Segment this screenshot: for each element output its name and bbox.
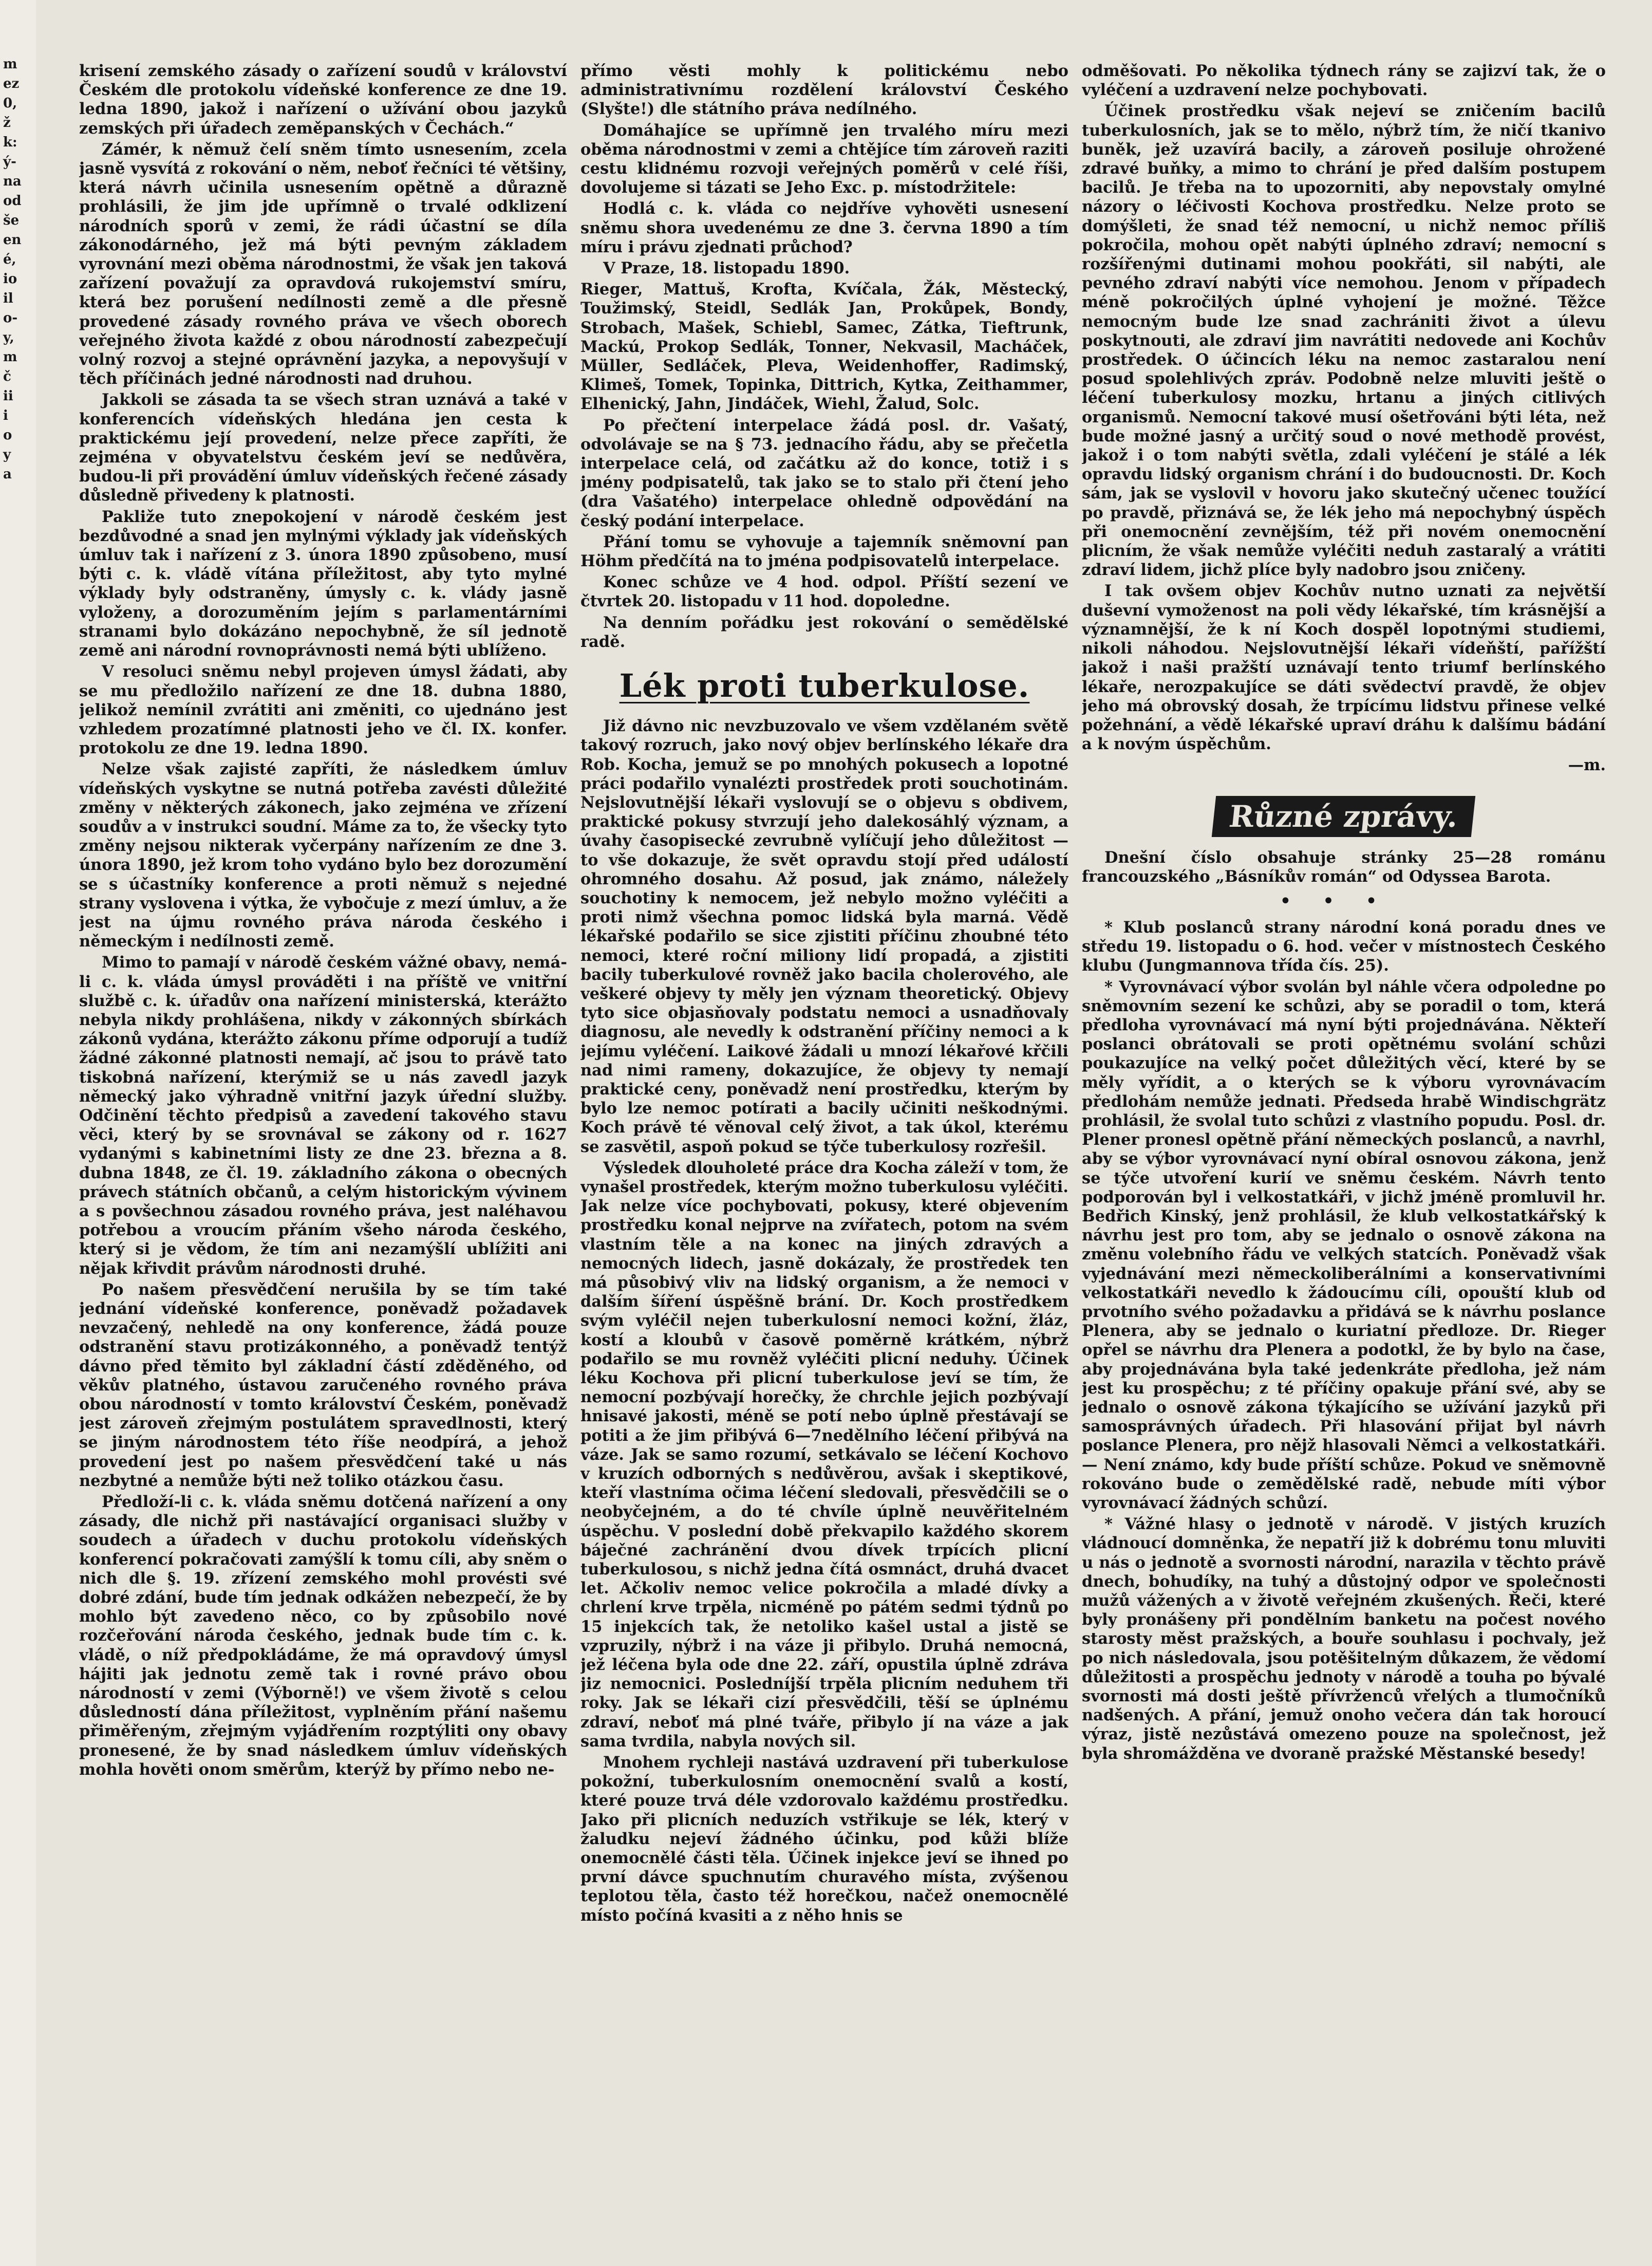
margin-fragment: m (3, 349, 17, 365)
margin-fragment: il (3, 291, 13, 306)
article-paragraph: odměšovati. Po několika týdnech rány se zajizví tak, že o vyléčení a uzdravení nelze pochybovati. (1082, 62, 1606, 100)
paragraph: Domáhajíce se upřímně jen trvalého míru mezi oběma národnostmi v zemi a chtějíce tím zároveň raziti cestu klidnému rozvoji veřejných poměrů v celé říši, dovolujeme si tázati se Jeho Exc. p. místodržitele: (580, 121, 1068, 197)
margin-fragment: io (3, 271, 17, 287)
article-headline: Lék proti tuberkulose. (619, 667, 1030, 705)
article-signature: —m. (1568, 756, 1606, 775)
paragraph: Nelze však zajisté zapříti, že následkem úmluv vídeňských vyskytne se nutná potřeba zavésti důležité změny v některých zákonech, jako zejména ve zřízení soudův a v instrukci soudní. Máme za to, že všecky tyto změny nejsou nikterak vyčerpány nařízením ze dne 3. února 1890, jež krom toho vydáno bylo bez dorozumění se s účastníky konference a proti němuž s nejedné strany vyslovena i výtka, že vybočuje z mezí úmluv, a že jest na újmu rovného práva národa českého i německým i nedílnosti země. (79, 760, 567, 951)
margin-fragment: a (3, 467, 12, 482)
newspaper-page (36, 0, 1652, 2266)
margin-fragment: m (3, 57, 17, 72)
margin-fragment: é, (3, 252, 16, 267)
paragraph: Předloží-li c. k. vláda sněmu dotčená nařízení a ony zásady, dle nichž při nastávající organisaci služby v soudech a úřadech v duchu protokolu vídeňských konferencí pokračovati zamýšlí k tomu cíli, aby sněm o nich dle §. 19. zřízení zemského mohl provésti své dobré zdání, bude tím jednak odkážen nebezpečí, že by mohlo být zavedeno něco, co by způsobilo nové rozčeřování národa českého, jednak bude tím c. k. vládě, o níž předpokládáme, že má opravdový úmysl hájiti jak jednotu země tak i rovné právo obou národností v zemi (Výborně!) ve všem životě s celou důsledností dána příležitost, vyplněním přání našemu přiměřeným, zřejmým vyjádřením rozptýliti ony obavy pronesené, že by snad následkem úmluv vídeňských mohla hověti onom směrům, kterýž by přímo nebo ne- (79, 1493, 567, 1779)
column-1 (79, 62, 567, 1781)
paragraph: V resoluci sněmu nebyl projeven úmysl žádati, aby se mu předložilo nařízení ze dne 18. dubna 1880, jelikož nemínil zvrátiti ani změniti, co ujednáno jest vzhledem prozatímné platnosti jeho ve čl. IX. konfer. protokolu ze dne 19. ledna 1890. (79, 662, 567, 758)
paragraph: Pakliže tuto znepokojení v národě českém jest bezdůvodné a snad jen mylnými výklady jak vídeňských úmluv tak i nařízení z 3. února 1890 způsobeno, musí býti c. k. vládě vítána příležitost, aby tyto mylné výklady byly odstraněny, úmysly c. k. vlády jasně vyloženy, a dorozuměním jejím s parlamentárními stranami bylo dokázáno nepochybně, že síl jednotě země ani národní rovnoprávnosti nemá býti ublíženo. (79, 507, 567, 660)
paragraph: Konec schůze ve 4 hod. odpol. Příští sezení ve čtvrtek 20. listopadu v 11 hod. dopoledne. (580, 573, 1068, 611)
margin-fragment: ž (3, 115, 11, 131)
issue-notice: Dnešní číslo obsahuje stránky 25—28 románu francouzského „Básníkův román“ od Odyssea Barota. (1082, 848, 1606, 886)
margin-fragment: y (3, 447, 11, 462)
signatories: Rieger, Mattuš, Krofta, Kvíčala, Žák, Městecký, Toužimský, Steidl, Sedlák Jan, Prokůpek, Bondy, Strobach, Mašek, Schiebl, Samec, Zátka, Tieftrunk, Mackú, Prokop Sedlák, Tonner, Nekvasil, Macháček, Müller, Sedláček, Pleva, Weidenhoffer, Radimský, Klimeš, Tomek, Topinka, Dittrich, Kytka, Zeithammer, Elhenický, Jahn, Jindáček, Wiehl, Žalud, Solc. (580, 280, 1068, 414)
paragraph: přímo věsti mohly k politickému nebo administrativnímu rozdělení království Českého (Slyšte!) dle státního práva nedílného. (580, 62, 1068, 119)
interpelation-question: Hodlá c. k. vláda co nejdříve vyhověti usnesení sněmu shora uvedenému ze dne 3. června 1890 a tím míru i právu zjednati průchod? (580, 199, 1068, 256)
paragraph: krisení zemského zásady o zařízení soudů v království Českém dle protokolu vídeňské konference ze dne 19. ledna 1890, jakož i nařízení o užívání obou jazyků zemských při úřadech zeměpanských v Čechách.“ (79, 62, 567, 138)
article-paragraph: Mnohem rychleji nastává uzdravení při tuberkulose pokožní, tuberkulosním onemocnění svalů a kostí, které pouze trvá déle vzdorovalo každému prostředku. Jako při plicních neduzích vstřikuje se lék, který v žaludku nejeví žádného účinku, pod kůži blíže onemocnělé části těla. Účinek injekce jeví se ihned po první dávce spuchnutím churavého místa, zvýšenou teplotou těla, často též horečkou, načež onemocnělé místo počíná kvasiti a z něho hnis se (580, 1753, 1068, 1925)
margin-fragment: ii (3, 388, 13, 404)
margin-fragment: 0, (3, 96, 17, 111)
rubric-title: Různé zprávy. (1212, 796, 1476, 837)
article-paragraph: Účinek prostředku však nejeví se zničením bacilů tuberkulosních, jak se to mělo, nýbrž tím, že ničí tkanivo buněk, jež uzavírá bacily, a zároveň posiluje ohrožené zdravé buňky, a mimo to chrání je před dalším postupem bacilů. Je třeba na to upozorniti, aby nepovstaly omylné názory o léčivosti Kochova prostředku. Nelze proto se domýšleti, že snad též nemocní, u nichž nemoc příliš pokročila, mohou opět nabýti úplného zdraví; nemocní s rozšířenými dutinami mohou pookřáti, sil nabýti, ale pevného zdraví nabýti více nemohou. Jenom v případech méně pokročilých úplné vyhojení je možné. Těžce nemocným bude lze snad zachrániti život a úlevu poskytnouti, ale zdraví jim navrátiti nedovede ani Kochův prostředek. O účincích léku na nemoc zastaralou není posud spolehlivých zpráv. Podobně nelze mluviti ještě o léčení tuberkulosy mozku, hrtanu a jiných citlivých organismů. Nemocní takové musí ošetřováni býti léta, než bude možné jasný a určitý soud o nové methodě provést, jakož i o tom nabýti světla, zdali vyléčení je stálé a lék opravdu lidský organism chrání i do budoucnosti. Dr. Koch sám, jak se vyslovil v hovoru jako skutečný učenec toužící po pravdě, přiznává se, že lék jeho má nepochybný úspěch při onemocnění zevnějším, též při novém onemocnění plicním, že však nemůže vyléčiti neduh zastaralý a vrátiti zdraví lidem, jichž plíce byly nadobro jsou zničeny. (1082, 102, 1606, 580)
margin-fragment: i (3, 408, 8, 423)
article-paragraph: Již dávno nic nevzbuzovalo ve všem vzdělaném světě takový rozruch, jako nový objev berlínského lékaře dra Rob. Kocha, jemuž se po mnohých pokusech a lopotné práci podařilo vynalézti prostředek proti souchotinám. Nejslovutnější lékaři vyslovují se o objevu s obdivem, praktické pokusy stvrzují jeho dalekosáhlý význam, a úvahy časopisecké zevrubně vylíčují jeho důležitost — to vše dokazuje, že svět opravdu stojí před událostí ohromného dosahu. Až posud, jak známo, náležely souchotiny k nemocem, jež nebylo možno vyléčiti a proti nimž všechna pomoc lidská byla marná. Vědě lékařské podařilo se sice zjistiti příčinu zhoubné této nemoci, které roční miliony lidí propadá, a zjistiti bacily tuberkulové rovněž jako bacila cholerového, ale veškeré objevy ty měly jen význam theoretický. Objevy tyto sice objasňovaly podstatu nemoci a usnadňovaly diagnosu, ale nevedly k odstranění příčiny nemoci a k jejímu vyléčení. Laikové žádali u mnozí lékařové křčili nad nimi rameny, dokazujíce, že objevy ty nemají praktické ceny, poněvadž není prostředku, kterým by bylo lze nemoc potírati a bacily učiniti neškodnými. Koch právě té věnoval celý život, a tak úkol, kterému se zasvětil, aspoň pokud se týče tuberkulosy rozřešil. (580, 717, 1068, 1156)
section-rubric (1082, 796, 1606, 837)
paragraph: Mimo to pamají v národě českém vážné obavy, nemá-li c. k. vláda úmysl prováděti i na příště ve vnitřní službě c. k. úřadův ona nařízení ministerská, kterážto nebyla nikdy prohlášena, nikdy v zákonných sbírkách zákonů vydána, kterážto zákonu příme odporují a tudíž žádné zákonné platnosti nemají, ač jsou to právě tato tiskobná nařízení, kterýmiž se u nás zavedl jazyk německý jako výhradně vnitřní jazyk úřední služby. Odčinění těchto předpisů a zavedení takového stavu věci, který by se srovnával se zákony od r. 1627 vydanými s kabinetními listy ze dne 23. března a 8. dubna 1848, ze čl. 19. základního zákona o obecných právech státních občanů, a celým historickým vývinem a s povšechnou zásadou rovného práva, jest naléhavou potřebou a vroucím přáním všeho národa českého, který si je vědom, že tím ani nezamýšlí ublížiti ani nějak křivdit právům národnosti druhé. (79, 953, 567, 1278)
column-2 (580, 62, 1068, 1927)
margin-fragment: na (3, 174, 22, 189)
dateline: V Praze, 18. listopadu 1890. (603, 259, 850, 278)
news-item: * Vážné hlasy o jednotě v národě. V jistých kruzích vládnoucí domněnka, že nepatří již k dobrému tonu mluviti u nás o jednotě a svornosti národní, narazila v těchto právě dnech, bohudíky, na tuhý a důstojný odpor ve společnosti mužů vážených a v životě veřejném zkušených. Řeči, které byly pronášeny při pondělním banketu na počest nového starosty měst pražských, a bouře souhlasu i pochvaly, jež po nich následovala, jsou potěšitelným důkazem, že vědomí důležitosti a prospěchu jednoty v národě a touha po bývalé svornosti má dosti ještě přívrženců vřelých a tlumočníků nadšených. A přání, jemuž onoho večera dán tak horoucí výraz, jistě nezůstává omezeno pouze na společnost, jež byla shromážděna ve dvoraně pražské Městanské besedy! (1082, 1515, 1606, 1763)
margin-fragment: o- (3, 310, 18, 326)
paragraph: Jakkoli se zásada ta se všech stran uznává a také v konferencích vídeňských hledána jen cesta k praktickému její provedení, nelze přece zapříti, že zejména v obyvatelstvu českém jeví se nedůvěra, budou-li při provádění úmluv vídeňských řečené zásady důsledně přivedeny k platnosti. (79, 391, 567, 505)
previous-page-edge (0, 0, 36, 2266)
separator-dots: ••• (1279, 889, 1409, 913)
margin-fragment: od (3, 193, 22, 209)
margin-fragment: č (3, 369, 11, 384)
paragraph: Po našem přesvědčení nerušila by se tím také jednání vídeňské konference, poněvadž požadavek nevzačený, nehledě na ony konference, žádá pouze odstranění stavu protizákonného, a poněvadž tentýž dávno před těmito byl základní částí zděděného, od věkův platného, ústavou zaručeného rovného práva obou národností v tomto království Českém, poněvadž jest zároveň zřejmým postulátem spravedlnosti, který se jiným národnostem této říše neodpírá, a jehož provedení jest po našem přesvědčení také u nás nezbytné a nemůže býti než toliko otázkou času. (79, 1280, 567, 1490)
margin-fragment: en (3, 232, 22, 248)
news-item: * Vyrovnávací výbor svolán byl náhle včera odpoledne po sněmovním sezení ke schůzi, aby se poradil o tom, která předloha vyrovnávací má nyní býti projednávána. Někteří poslanci obrátovali se proti opětnému svolání schůzi poukazujíce na velký počet důležitých věcí, které by se měly vyřídit, a o kterých se k výboru vyrovnávacím předlohám nemůže jednati. Předseda hrabě Windischgrätz prohlásil, že svolal tuto schůzi z vlastního popudu. Posl. dr. Plener pronesl opětně přání německých poslanců, a navrhl, aby se výbor vyrovnávací nyní obíral osnovou zákona, jenž se týče utvoření kurií ve sněmu českém. Návrh tento podporován byl i velkostatkáři, v jichž jméně promluvil hr. Bedřich Kinský, jenž prohlásil, že klub velkostatkářský k návrhu jest pro tom, aby se jednalo o osnově zákona na změnu volebního řádu ve velkých statcích. Poněvadž však vyjednávání mezi německoliberálními a konservativními velkostatkáři nevedlo k žádoucímu cíli, opouští klub od prvotního svého požadavku a přidává se k návrhu poslance Plenera, aby se jednalo o kuriatní předloze. Dr. Rieger opřel se návrhu dra Plenera a podotkl, že by bylo na čase, aby projednávána byla také jedenkráte předloha, jež nám jest ku prospěchu; z té příčiny opakuje přání své, aby se jednalo o osnově zákona týkajícího se užívání jazyků při samosprávných úřadech. Při hlasování přijat byl návrh poslance Plenera, pro nějž hlasovali Němci a velkostatkáři. — Není známo, kdy bude příští schůze. Pokud ve sněmovně rokováno bude o zemědělské radě, nebude míti výbor vyrovnávací žádných schůzí. (1082, 977, 1606, 1513)
news-item: * Klub poslanců strany národní koná poradu dnes ve středu 19. listopadu o 6. hod. večer v místnostech Českého klubu (Jungmannova třída čís. 25). (1082, 918, 1606, 975)
margin-fragment: y, (3, 330, 14, 345)
column-3 (1082, 62, 1606, 1766)
paragraph: Zámér, k němuž čelí sněm tímto usnesením, zcela jasně vysvítá z rokování o něm, neboť řečníci té většiny, která návrh učinila usnesením opětně a důrazně prohlásili, že jim jde upřímně o trvalé odklizení národních sporů v zemi, že rádi účastní se díla zákonodárného, jež má býti pevným základem vyrovnání mezi oběma národnostmi, že však jen taková zařízení považují za opravdová rukojemství smíru, která bez porušení nedílnosti země a dle přesně provedené zásady rovného práva ve všech oborech veřejného života každé z obou národností zabezpečují volný rozvoj a stejné oprávnění jazyka, a nepovyšují v těch příčinách jedné národnosti nad druhou. (79, 140, 567, 388)
margin-fragment: ez (3, 76, 20, 91)
margin-fragment: k: (3, 135, 17, 150)
margin-fragment: ý- (3, 154, 16, 170)
article-paragraph: Výsledek dlouholeté práce dra Kocha záleží v tom, že vynašel prostředek, kterým možno tuberkulosu vyléčiti. Jak nelze více pochybovati, pokusy, které objevením prostředku konal nejprve na zvířatech, potom na svém vlastním těle a na konec na jiných zdravých a nemocných lidech, jasně dokázaly, že prostředek ten má působivý vliv na lidský organism, a že nemoci v dalším šíření úspěšně brání. Dr. Koch prostředkem svým vyléčil nejen tuberkulosní nemoci kožní, žláz, kostí a kloubů v časově poměrně krátkém, nýbrž podařilo se mu rovněž vyléčiti plicní neduhy. Účinek léku Kochova při plicní tuberkulose jeví se tím, že nemocní pozbývají horečky, že chrchle jejich pozbývají hnisavé jakosti, méně se potí nebo úplně přestávají se potiti a že jim přibývá 6—7nedělního léčení přibývá na váze. Jak se samo rozumí, setkávalo se léčení Kochovo v kruzích odborných s nedůvěrou, avšak i skeptikové, kteří vlastníma očima léčení sledovali, přesvědčili se o neobyčejném, a do té chvíle úplně neuvěřitelném úspěchu. V poslední době překvapilo každého skorem báječné zachránění dvou dívek trpících plicní tuberkulosou, s nichž jedna čítá osmnáct, druhá dvacet let. Ačkoliv nemoc velice pokročila a mladé dívky a chrlení krve trpěla, nicméně po pátém sedmi týdnů po 15 injekcích tak, že netoliko kašel ustal a jistě se vzpruzily, nýbrž i na váze ji přibylo. Druhá nemocná, jež léčena byla ode dne 22. září, opustila úplně zdráva jiz nemocnici. Posledníjší trpěla plicním neduhem tři roky. Jak se lékaři cizí přesvědčili, těší se úplnému zdraví, neboť má plné tváře, přibylo jí na váze a jak sama tvrdila, nabyla nových sil. (580, 1158, 1068, 1751)
paragraph: Po přečtení interpelace žádá posl. dr. Vašatý, odvolávaje se na § 73. jednacího řádu, aby se přečetla interpelace celá, od začátku až do konce, totiž i s jmény podpisatelů, tak jako se to stalo při čtení jeho (dra Vašatého) interpelace ohledně odpovědání na český podání interpelace. (580, 416, 1068, 530)
paragraph: Přání tomu se vyhovuje a tajemník sněmovní pan Höhm předčítá na to jména podpisovatelů interpelace. (580, 532, 1068, 571)
article-paragraph: I tak ovšem objev Kochův nutno uznati za největší duševní vymoženost na poli vědy lékařské, tím krásnější a významnější, že k ní Koch dospěl lopotnými studiemi, nikoli náhodou. Nejslovutnější lékaři vídeňští, pařížští jakož i naši pražští uznávají tento triumf berlínského lékaře, nerozpakujíce se dáti svědectví pravdě, že objev jeho má obrovský dosah, že trpícímu lidstvu přinese velké požehnání, a vědě lékařské upraví dráhu k dalšímu bádání a k novým úspěchům. (1082, 582, 1606, 754)
agenda: Na denním pořádku jest rokování o semědělské radě. (580, 613, 1068, 651)
margin-fragment: še (3, 213, 20, 228)
margin-fragment: o (3, 428, 12, 443)
